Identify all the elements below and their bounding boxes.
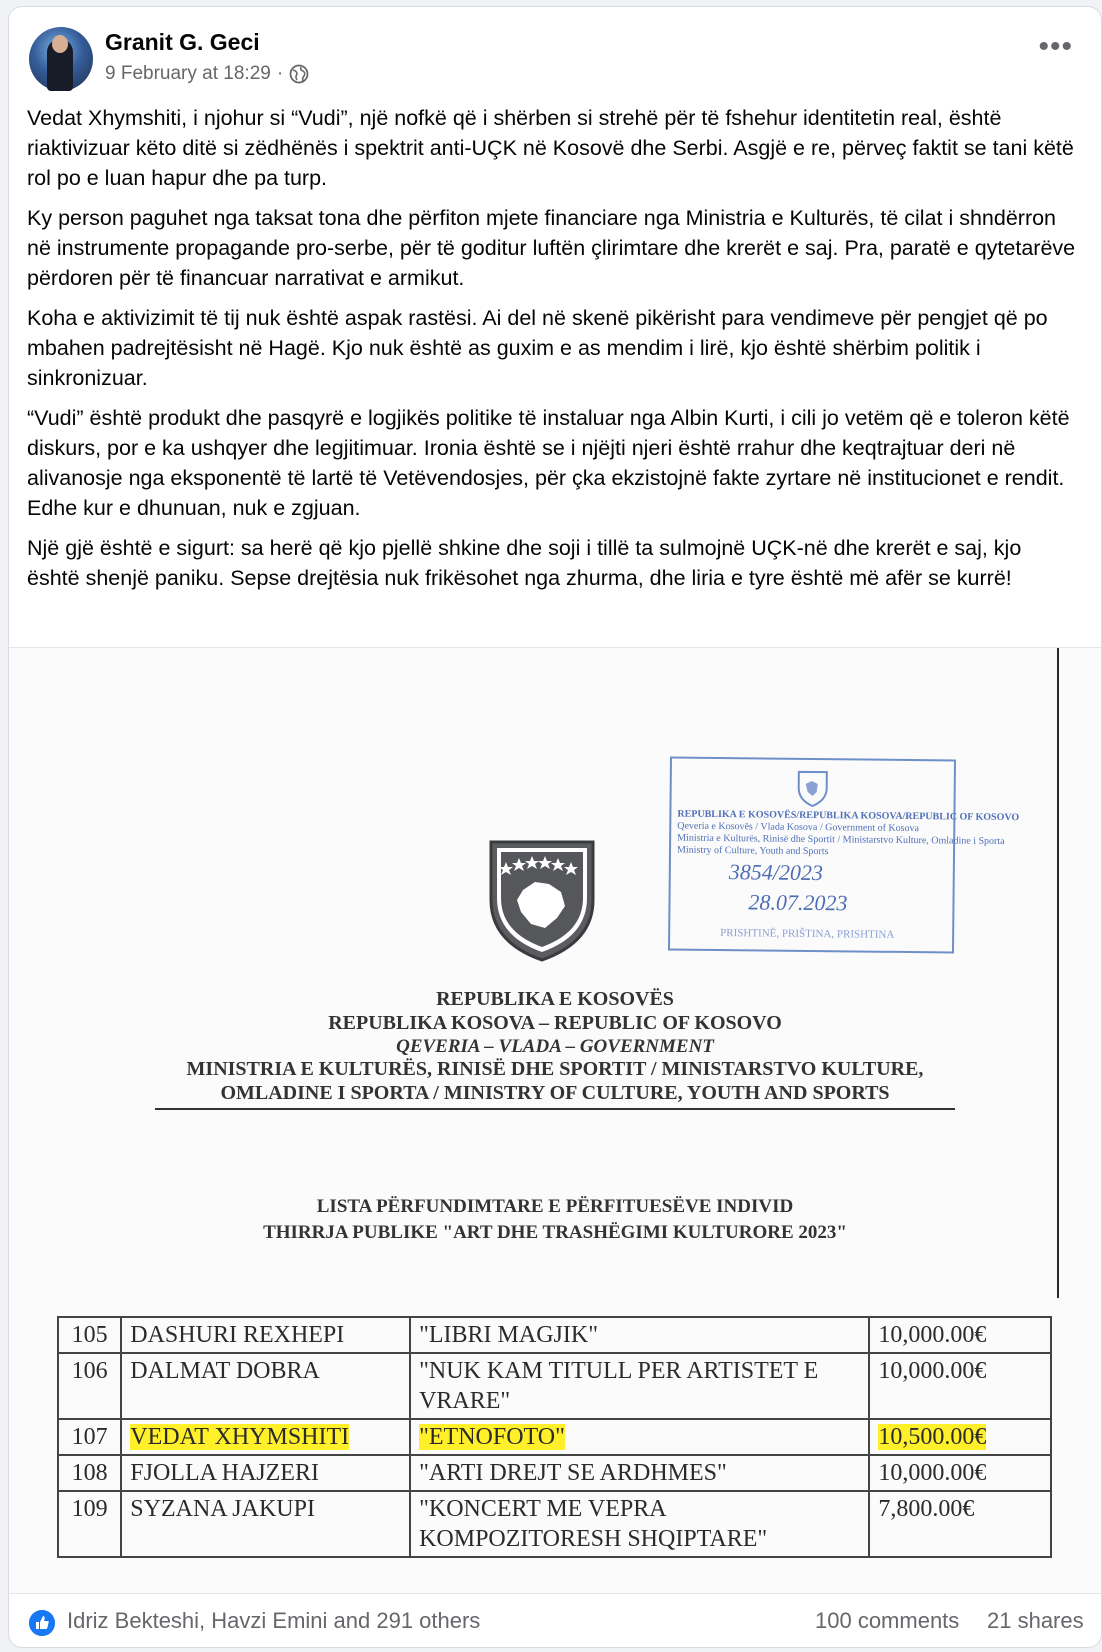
row-name: SYZANA JAKUPI [121, 1491, 410, 1557]
header-divider [155, 1108, 955, 1110]
row-amount: 10,000.00€ [869, 1353, 1051, 1419]
kosovo-coat-of-arms-icon [487, 838, 597, 963]
stamp-emblem-icon [795, 768, 829, 808]
row-amount: 10,000.00€ [869, 1455, 1051, 1491]
table-row [58, 1317, 1051, 1353]
row-name: DALMAT DOBRA [121, 1353, 410, 1419]
list-title: LISTA PËRFUNDIMTARE E PËRFITUESËVE INDIVID [316, 1196, 794, 1217]
row-name: DASHURI REXHEPI [121, 1317, 410, 1353]
gov-header-line: QEVERIA – VLADA – GOVERNMENT [396, 1036, 714, 1057]
row-name-highlighted: VEDAT XHYMSHITI [130, 1424, 350, 1450]
post-card [8, 6, 1102, 1648]
table-row [58, 1353, 1051, 1419]
meta-separator: · [276, 63, 284, 84]
stamp-line: REPUBLIKA E KOSOVËS/REPUBLIKA KOSOVA/REPUBLIC OF KOSOVO [677, 808, 1020, 824]
list-subtitle: THIRRJA PUBLIKE "ART DHE TRASHËGIMI KULTURORE 2023" [263, 1222, 847, 1243]
post-paragraph: Një gjë është e sigurt: sa herë që kjo pjellë shkine dhe soji i tillë ta sulmojnë UÇK-në dhe krerët e saj, kjo është shenjë paniku. Sepse drejtësia nuk frikësohet nga zhurma, dhe liria e tyre është më afër se kurrë! [27, 536, 1022, 590]
more-options-icon[interactable]: ••• [1038, 30, 1073, 63]
stamp-line: Ministria e Kulturës, Rinisë dhe Sportit / Ministarstvo Kulture, Omladine i Sporta [677, 832, 1005, 848]
table-row [58, 1455, 1051, 1491]
gov-header-line: REPUBLIKA KOSOVA – REPUBLIC OF KOSOVO [328, 1012, 782, 1034]
row-amount-highlighted: 10,500.00€ [878, 1424, 987, 1450]
post-footer [9, 1593, 1101, 1648]
stamp-line: Qeveria e Kosovës / Vlada Kosova / Government of Kosova [677, 820, 920, 835]
row-number: 106 [58, 1353, 121, 1419]
row-number: 105 [58, 1317, 121, 1353]
shares-count[interactable]: 21 shares [987, 1608, 1084, 1633]
row-project: "ARTI DREJT SE ARDHMES" [410, 1455, 869, 1491]
stamp-line: Ministry of Culture, Youth and Sports [676, 844, 829, 858]
gov-header-line: REPUBLIKA E KOSOVËS [436, 988, 674, 1010]
post-paragraph: Vedat Xhymshiti, i njohur si “Vudi”, një nofkë që i shërben si strehë për të fshehur identitetin real, është riaktivizuar këto ditë si zëdhënës i spektrit anti-UÇK në Kosovë dhe Serbi. Asgjë e re, përveç faktit se tani këtë rol po e luan hapur dhe pa turp. [27, 106, 1074, 190]
row-number: 108 [58, 1455, 121, 1491]
stamp-number: 3854/2023 [728, 859, 824, 886]
comments-count[interactable]: 100 comments [815, 1608, 960, 1633]
row-amount: 10,000.00€ [869, 1317, 1051, 1353]
table-row-highlighted [58, 1419, 1051, 1455]
stamp-date: 28.07.2023 [748, 889, 848, 916]
like-reaction-icon[interactable] [29, 1610, 55, 1636]
stamp-city: PRISHTINË, PRIŠTINA, PRISHTINA [720, 927, 895, 941]
row-project-highlighted: "ETNOFOTO" [419, 1424, 565, 1450]
post-paragraph: “Vudi” është produkt dhe pasqyrë e logjikës politike të instaluar nga Albin Kurti, i cili jo vetëm që e toleron këtë diskurs, por e ka ushqyer dhe legjitimuar. Ironia është se i njëjti njeri është rrahur dhe keqtrajtuar deri në alivanosje nga eksponentë të lartë të Vetëvendosjes, për çka ekzistojnë fakte zyrtare në institucionet e rendit. Edhe kur e dhunuan, nuk e zgjuan. [27, 406, 1070, 520]
gov-header-line: MINISTRIA E KULTURËS, RINISË DHE SPORTIT / MINISTARSTVO KULTURE, [186, 1058, 924, 1080]
post-meta [105, 63, 309, 85]
beneficiaries-table [57, 1316, 1052, 1558]
registry-stamp [668, 757, 1020, 954]
post-body [27, 103, 1077, 603]
row-name: FJOLLA HAJZERI [121, 1455, 410, 1491]
table-row [58, 1491, 1051, 1557]
gov-header-line: OMLADINE I SPORTA / MINISTRY OF CULTURE, YOUTH AND SPORTS [220, 1082, 890, 1104]
post-paragraph: Koha e aktivizimit të tij nuk është aspak rastësi. Ai del në skenë pikërisht para vendimeve për pengjet që po mbahen padrejtësisht në Hagë. Kjo nuk është as guxim e as mendim i lirë, kjo është shërbim politik i sinkronizuar. [27, 306, 1048, 390]
attached-document-image[interactable] [9, 647, 1101, 1594]
post-paragraph: Ky person paguhet nga taksat tona dhe përfiton mjete financiare nga Ministria e Kulturës, të cilat i shndërron në instrumente propagande pro-serbe, për të goditur luftën çlirimtare dhe krerët e saj. Pra, paratë e qytetarëve përdoren për të financuar narrativat e armikut. [27, 206, 1076, 290]
row-number: 109 [58, 1491, 121, 1557]
author-name[interactable]: Granit G. Geci [105, 29, 260, 55]
row-project: "KONCERT ME VEPRA KOMPOZITORESH SHQIPTARE" [410, 1491, 869, 1557]
reactors-summary[interactable]: Idriz Bekteshi, Havzi Emini and 291 others [67, 1608, 481, 1633]
post-timestamp[interactable]: 9 February at 18:29 [105, 63, 271, 84]
author-avatar[interactable] [29, 27, 93, 91]
row-amount: 7,800.00€ [869, 1491, 1051, 1557]
globe-icon [289, 64, 309, 84]
row-number: 107 [58, 1419, 121, 1455]
row-project: "LIBRI MAGJIK" [410, 1317, 869, 1353]
row-project: "NUK KAM TITULL PER ARTISTET E VRARE" [410, 1353, 869, 1419]
